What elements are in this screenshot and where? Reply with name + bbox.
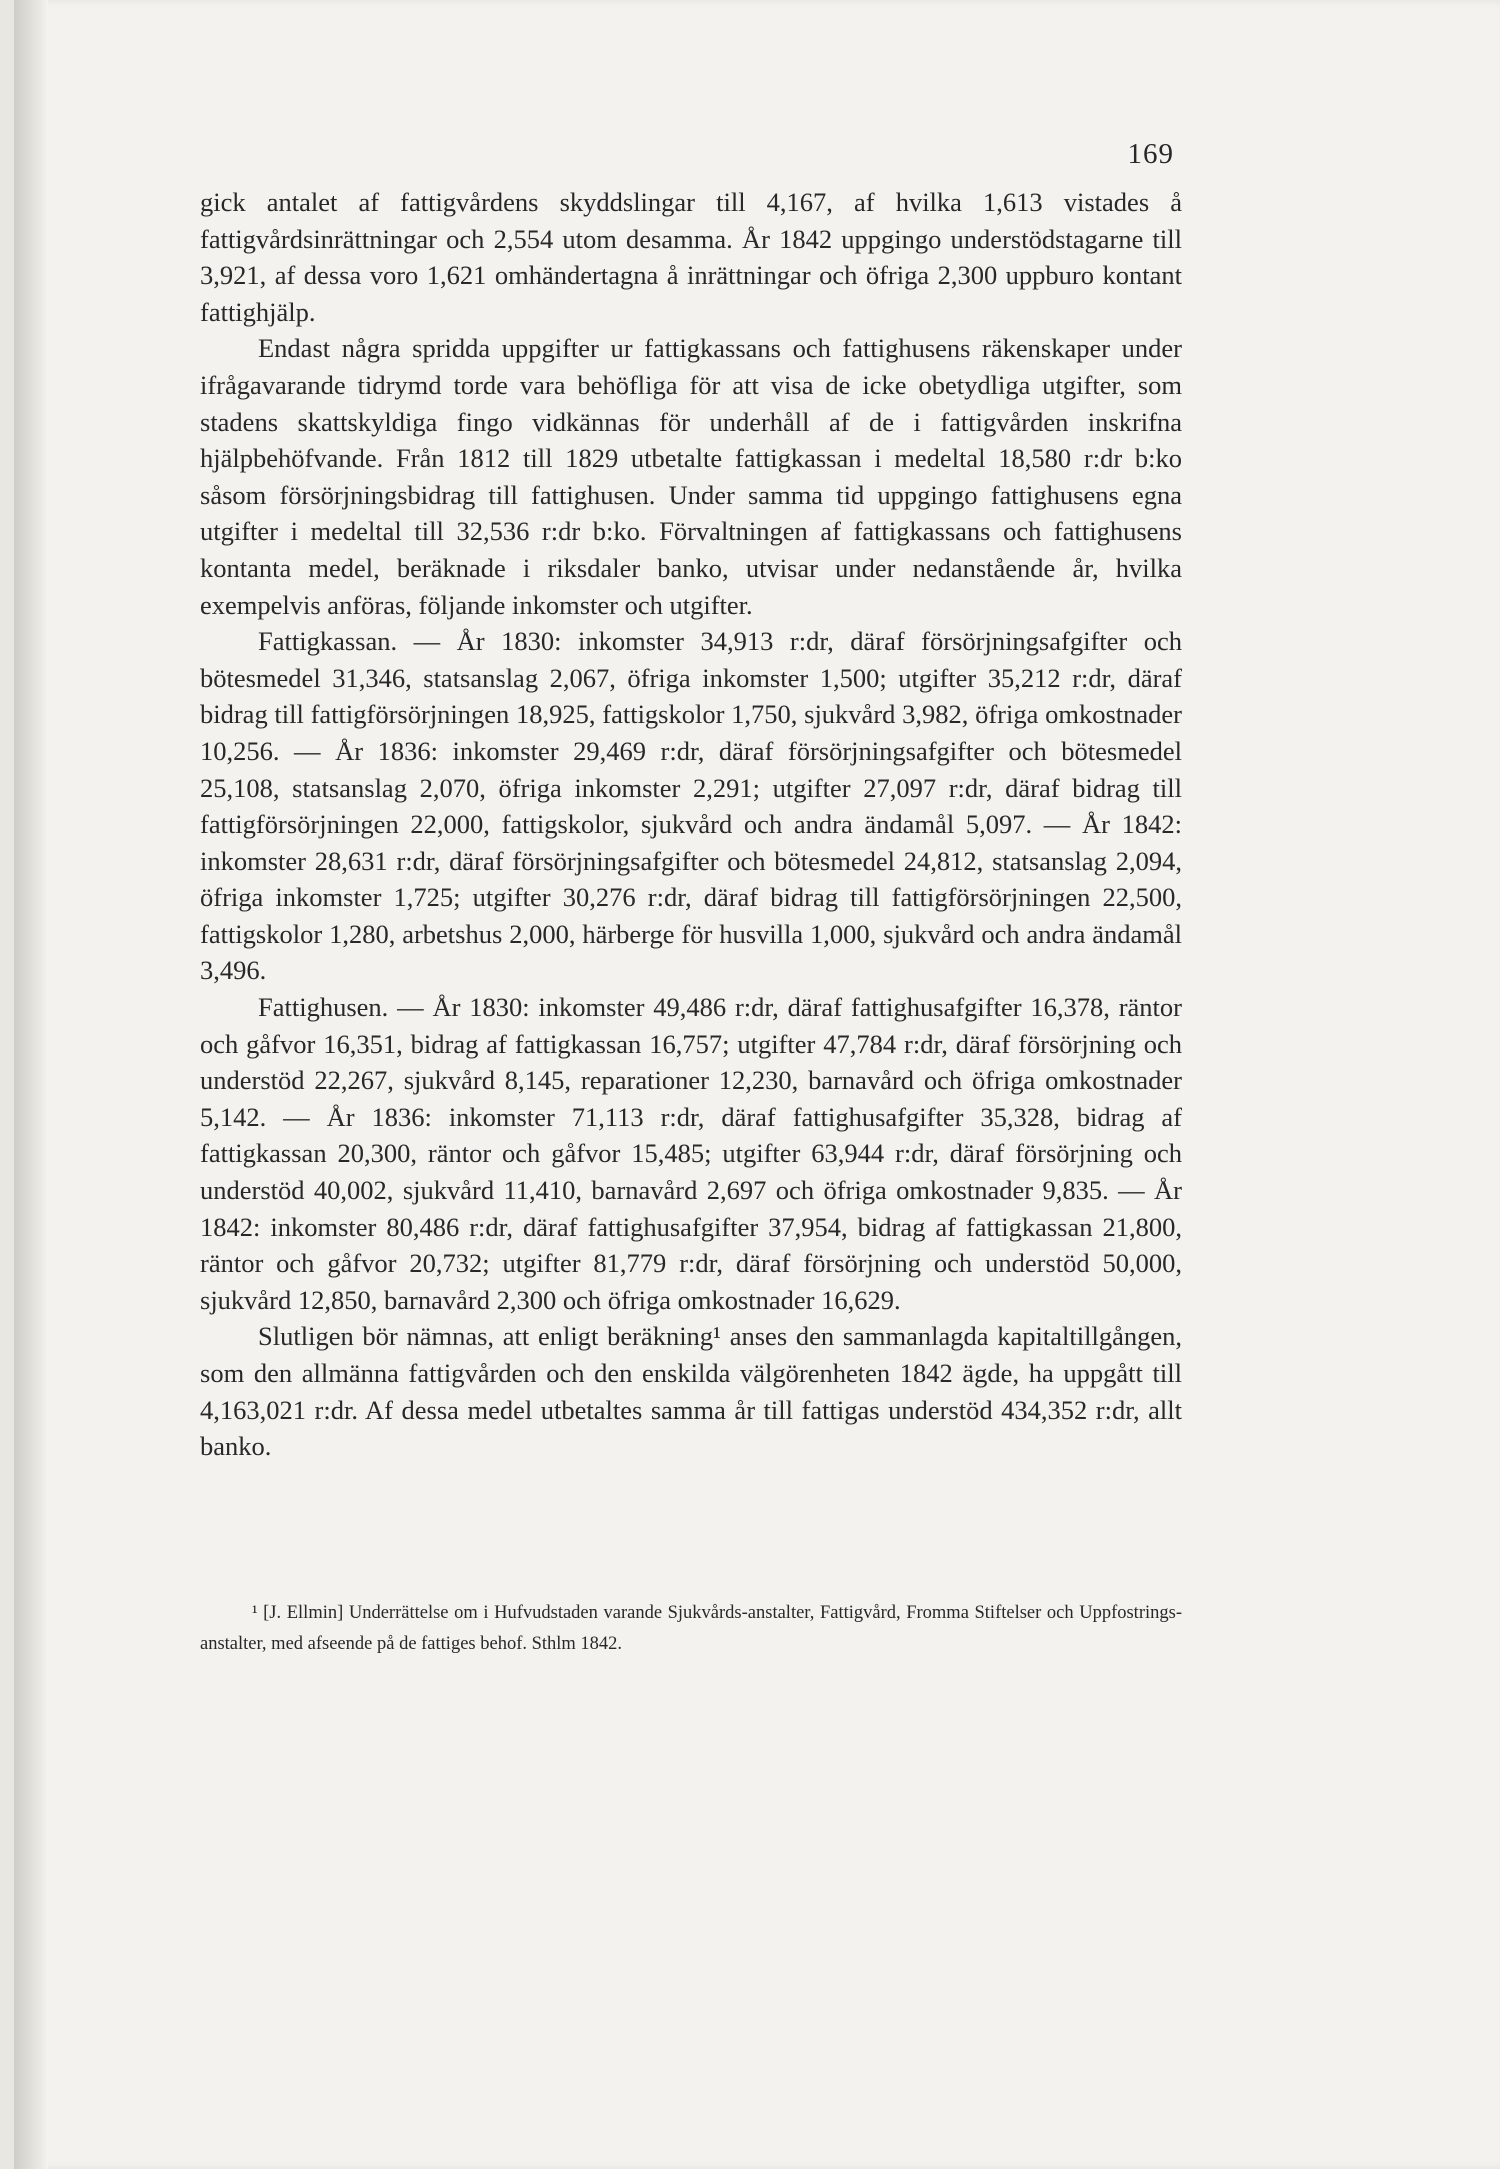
body-text xyxy=(200,184,1182,1465)
paragraph-fattigkassan: Fattigkassan. — År 1830: inkomster 34,913 r:dr, däraf försörjningsafgifter och bötesmedel 31,346, statsanslag 2,067, öfriga inkomster 1,500; utgifter 35,212 r:dr, däraf bidrag till fattigförsörjningen 18,925, fattigskolor 1,750, sjukvård 3,982, öfriga omkostnader 10,256. — År 1836: inkomster 29,469 r:dr, däraf försörjningsafgifter och bötesmedel 25,108, statsanslag 2,070, öfriga inkomster 2,291; utgifter 27,097 r:dr, däraf bidrag till fattigförsörjningen 22,000, fattigskolor, sjukvård och andra ändamål 5,097. — År 1842: inkomster 28,631 r:dr, däraf försörjningsafgifter och bötesmedel 24,812, statsanslag 2,094, öfriga inkomster 1,725; utgifter 30,276 r:dr, däraf bidrag till fattigförsörjningen 22,500, fattigskolor 1,280, arbetshus 2,000, härberge för husvilla 1,000, sjukvård och andra ändamål 3,496. xyxy=(200,626,1182,986)
page-sheet xyxy=(14,0,1500,2169)
footnote-text: ¹ [J. Ellmin] Underrättelse om i Hufvudstaden varande Sjukvårds-anstalter, Fattigvård, Fromma Stiftelser och Uppfostrings-anstalter, med afseende på de fattiges behof. Sthlm 1842. xyxy=(200,1603,1182,1654)
paragraph-2: Endast några spridda uppgifter ur fattigkassans och fattighusens räkenskaper under ifrågavarande tidrymd torde vara behöfliga för att visa de icke obetydliga utgifter, som stadens skattskyldiga fingo vidkännas för underhåll af de i fattigvården inskrifna hjälpbehöfvande. Från 1812 till 1829 utbetalte fattigkassan i medeltal 18,580 r:dr b:ko såsom försörjningsbidrag till fattighusen. Under samma tid uppgingo fattighusens egna utgifter i medeltal till 32,536 r:dr b:ko. Förvaltningen af fattigkassans och fattighusens kontanta medel, beräknade i riksdaler banko, utvisar under nedanstående år, hvilka exempelvis anföras, följande inkomster och utgifter. xyxy=(200,333,1182,620)
paragraph-fattighusen: Fattighusen. — År 1830: inkomster 49,486 r:dr, däraf fattighusafgifter 16,378, räntor och gåfvor 16,351, bidrag af fattigkassan 16,757; utgifter 47,784 r:dr, däraf försörjning och understöd 22,267, sjukvård 8,145, reparationer 12,230, barnavård och öfriga omkostnader 5,142. — År 1836: inkomster 71,113 r:dr, däraf fattighusafgifter 35,328, bidrag af fattigkassan 20,300, räntor och gåfvor 15,485; utgifter 63,944 r:dr, däraf försörjning och understöd 40,002, sjukvård 11,410, barnavård 2,697 och öfriga omkostnader 9,835. — År 1842: inkomster 80,486 r:dr, däraf fattighusafgifter 37,954, bidrag af fattigkassan 21,800, räntor och gåfvor 20,732; utgifter 81,779 r:dr, däraf försörjning och understöd 50,000, sjukvård 12,850, barnavård 2,300 och öfriga omkostnader 16,629. xyxy=(200,992,1182,1315)
book-binding-edge xyxy=(14,0,48,2169)
paragraph-final: Slutligen bör nämnas, att enligt beräkning¹ anses den sammanlagda kapitaltillgången, som den allmänna fattigvården och den enskilda välgörenheten 1842 ägde, ha uppgått till 4,163,021 r:dr. Af dessa medel utbetaltes samma år till fattigas understöd 434,352 r:dr, allt banko. xyxy=(200,1321,1182,1462)
footnote xyxy=(200,1598,1182,1660)
page-number: 169 xyxy=(1127,138,1174,170)
paragraph-1: gick antalet af fattigvårdens skyddslingar till 4,167, af hvilka 1,613 vistades å fattigvårdsinrättningar och 2,554 utom desamma. År 1842 uppgingo understödstagarne till 3,921, af dessa voro 1,621 omhändertagna å inrättningar och öfriga 2,300 uppburo kontant fattighjälp. xyxy=(200,187,1182,327)
